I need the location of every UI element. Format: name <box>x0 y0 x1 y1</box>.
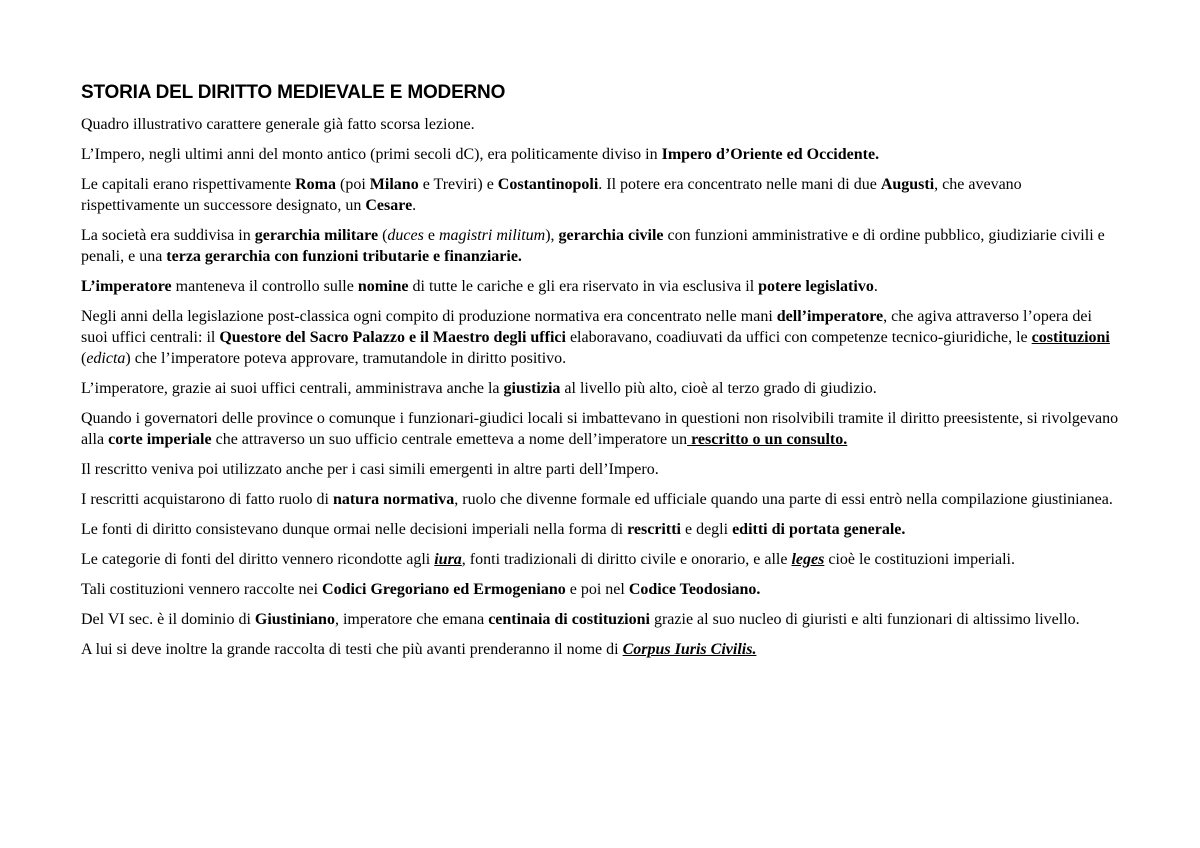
paragraph-9: Il rescritto veniva poi utilizzato anche per i casi simili emergenti in altre parti dell’Impero. <box>81 461 659 478</box>
paragraph-7: L’imperatore, grazie ai suoi uffici centrali, amministrava anche la giustizia al livello più alto, cioè al terzo grado di giudizio. <box>81 380 877 397</box>
paragraph-6: Negli anni della legislazione post-classica ogni compito di produzione normativa era concentrato nelle mani dell’imperatore, che agiva attraverso l’opera dei suoi uffici centrali: il Questore del Sacro Palazzo e il Maestro degli uffici elaboravano, coadiuvati da uffici con competenze tecnico-giuridiche, le costituzioni (edicta) che l’imperatore poteva approvare, tramutandole in diritto positivo. <box>81 308 1110 367</box>
document-title: STORIA DEL DIRITTO MEDIEVALE E MODERNO <box>81 82 506 103</box>
paragraph-12: Le categorie di fonti del diritto vennero ricondotte agli iura, fonti tradizionali di diritto civile e onorario, e alle leges cioè le costituzioni imperiali. <box>81 551 1015 568</box>
paragraph-1: Quadro illustrativo carattere generale già fatto scorsa lezione. <box>81 116 475 133</box>
paragraph-4: La società era suddivisa in gerarchia militare (duces e magistri militum), gerarchia civile con funzioni amministrative e di ordine pubblico, giudiziarie civili e penali, e una terza gerarchia con funzioni tributarie e finanziarie. <box>81 227 1105 265</box>
paragraph-2: L’Impero, negli ultimi anni del monto antico (primi secoli dC), era politicamente diviso in Impero d’Oriente ed Occidente. <box>81 146 880 163</box>
paragraph-5: L’imperatore manteneva il controllo sulle nomine di tutte le cariche e gli era riservato in via esclusiva il potere legislativo. <box>81 278 878 295</box>
paragraph-8: Quando i governatori delle province o comunque i funzionari-giudici locali si imbattevano in questioni non risolvibili tramite il diritto preesistente, si rivolgevano alla corte imperiale che attraverso un suo ufficio centrale emetteva a nome dell’imperatore un rescritto o un consulto. <box>81 410 1119 448</box>
paragraph-15: A lui si deve inoltre la grande raccolta di testi che più avanti prenderanno il nome di Corpus Iuris Civilis. <box>81 641 757 658</box>
paragraph-11: Le fonti di diritto consistevano dunque ormai nelle decisioni imperiali nella forma di rescritti e degli editti di portata generale. <box>81 521 906 538</box>
paragraph-13: Tali costituzioni vennero raccolte nei Codici Gregoriano ed Ermogeniano e poi nel Codice Teodosiano. <box>81 581 761 598</box>
paragraph-14: Del VI sec. è il dominio di Giustiniano, imperatore che emana centinaia di costituzioni grazie al suo nucleo di giuristi e alti funzionari di altissimo livello. <box>81 611 1080 628</box>
paragraph-10: I rescritti acquistarono di fatto ruolo di natura normativa, ruolo che divenne formale ed ufficiale quando una parte di essi entrò nella compilazione giustinianea. <box>81 491 1113 508</box>
paragraph-3: Le capitali erano rispettivamente Roma (poi Milano e Treviri) e Costantinopoli. Il potere era concentrato nelle mani di due Augusti, che avevano rispettivamente un successore designato, un Cesare. <box>81 176 1022 214</box>
